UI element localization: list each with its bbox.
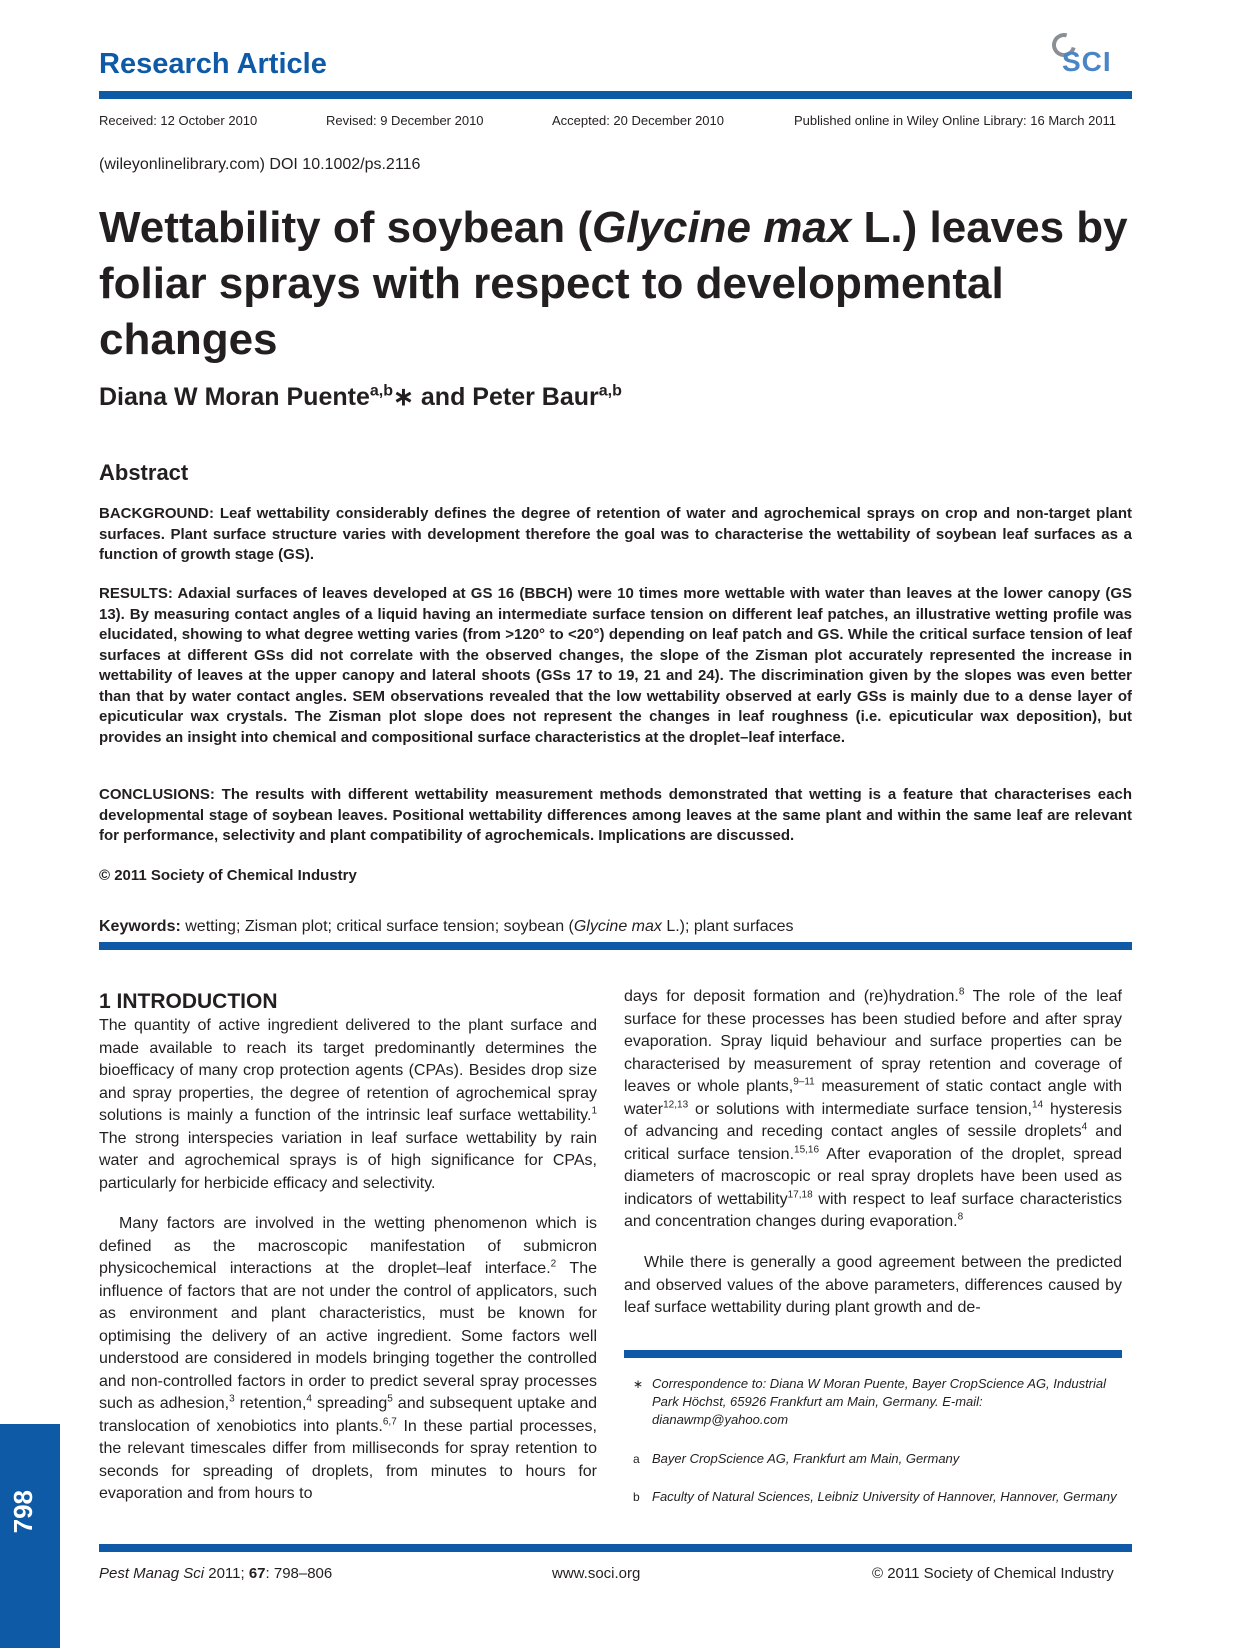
section-heading-introduction: 1 INTRODUCTION (99, 990, 278, 1013)
sci-logo (1052, 30, 1122, 80)
footnote-b-mark: b (633, 1490, 640, 1504)
abstract-copyright: © 2011 Society of Chemical Industry (99, 867, 357, 884)
abstract-results: RESULTS: Adaxial surfaces of leaves developed at GS 16 (BBCH) were 10 times more wettable with water than leaves at the lower canopy (GS 13). By measuring contact angles of a liquid having an intermediate surface tension on different leaf patches, an illustrative wetting profile was elucidated, showing to what degree wetting varies (from >120° to <20°) depending on leaf patch and GS. While the critical surface tension of leaf surfaces at different GSs did not correlate with the observed changes, the slope of the Zisman plot accurately represented the increase in wettability of leaves at the upper canopy and lateral shoots (GSs 17 to 19, 21 and 24). The discrimination given by the slopes was even better than that by water contact angles. SEM observations revealed that the low wettability observed at early GSs is mainly due to a dense layer of epicuticular wax crystals. The Zisman plot slope does not represent the changes in leaf roughness (i.e. epicuticular wax deposition), but provides an insight into chemical and compositional surface characteristics at the droplet–leaf interface. (99, 585, 1132, 746)
authors: Diana W Moran Puente$^{a,b}$∗ and Peter Baur$^{a,b}$ (99, 382, 622, 411)
intro-paragraph-3: While there is generally a good agreement between the predicted and observed values of the above parameters, differences caused by leaf surface wettability during plant growth and de- (624, 1254, 1122, 1316)
footnote-affiliation-b: Faculty of Natural Sciences, Leibniz University of Hannover, Hannover, Germany (652, 1489, 1117, 1504)
abstract-rule (99, 942, 1132, 950)
footer-copyright: © 2011 Society of Chemical Industry (872, 1565, 1114, 1582)
abstract-conclusions: CONCLUSIONS: The results with different wettability measurement methods demonstrated that wetting is a feature that characterises each developmental stage of soybean leaves. Positional wettability differences among leaves at the same plant and within the same leaf are relevant for performance, selectivity and plant compatibility of agrochemicals. Implications are discussed. (99, 786, 1132, 844)
logo-text: SCI (1062, 46, 1112, 77)
footnote-star-mark: ∗ (633, 1377, 644, 1391)
header-rule (99, 91, 1132, 99)
intro-paragraph-2-cont: days for deposit formation and (re)hydration.$^8$ The role of the leaf surface for these processes has been studied before and after spray evaporation. Spray liquid behaviour and surface properties can be characterised by measurement of spray retention and coverage of leaves or whole plants,$^{9-11}$ measurement of static contact angle with water$^{12,13}$ or solutions with intermediate surface tension,$^{14}$ hysteresis of advancing and receding contact angles of sessile droplets$^4$ and critical surface tension.$^{15,16}$ After evaporation of the droplet, spread diameters of macroscopic or real spray droplets have been used as indicators of wettability$^{17,18}$ with respect to leaf surface characteristics and concentration changes during evaporation.$^8$ (624, 986, 1123, 1230)
page-number-tab (0, 1424, 60, 1648)
footnote-rule (624, 1350, 1122, 1358)
received-date: Received: 12 October 2010 (99, 113, 258, 128)
footer-citation: Pest Manag Sci 2011; 67: 798–806 (99, 1565, 333, 1582)
footnote-correspondence: Correspondence to: Diana W Moran Puente, Bayer CropScience AG, Industrial Park Höchst, 65926 Frankfurt am Main, Germany. E-mail: dianawmp@yahoo.com (652, 1376, 1107, 1427)
footnote-a-mark: a (633, 1452, 640, 1466)
revised-date: Revised: 9 December 2010 (326, 113, 484, 128)
published-date: Published online in Wiley Online Library: 16 March 2011 (794, 113, 1117, 128)
keywords: Keywords: wetting; Zisman plot; critical surface tension; soybean (Glycine max L.); plant surfaces (99, 918, 794, 935)
footer-website: www.soci.org (552, 1565, 641, 1582)
page-number: 798 (8, 1490, 38, 1534)
article-title: Wettability of soybean (Glycine max L.) leaves by foliar sprays with respect to developmental changes (99, 203, 1128, 364)
abstract-heading: Abstract (99, 460, 189, 485)
intro-paragraph-1: The quantity of active ingredient delivered to the plant surface and made available to reach its target predominantly determines the bioefficacy of many crop protection agents (CPAs). Besides drop size and spray properties, the degree of retention of agrochemical spray solutions is mainly a function of the intrinsic leaf surface wettability.$^1$ The strong interspecies variation in leaf surface wettability by rain water and agrochemical sprays is of high significance for CPAs, particularly for herbicide efficacy and selectivity. (99, 1017, 597, 1192)
journal-section-label: Research Article (99, 48, 327, 80)
doi: (wileyonlinelibrary.com) DOI 10.1002/ps.2116 (99, 156, 421, 173)
footer-rule (99, 1544, 1132, 1552)
abstract-background: BACKGROUND: Leaf wettability considerably defines the degree of retention of water and agrochemical sprays on crop and non-target plant surfaces. Plant surface structure varies with development therefore the goal was to characterise the wettability of soybean leaf surfaces as a function of growth stage (GS). (99, 505, 1132, 563)
accepted-date: Accepted: 20 December 2010 (552, 113, 724, 128)
footnote-affiliation-a: Bayer CropScience AG, Frankfurt am Main, Germany (652, 1451, 960, 1466)
intro-paragraph-2: Many factors are involved in the wetting phenomenon which is defined as the macroscopic manifestation of submicron physicochemical interactions at the droplet–leaf interface.$^2$ The influence of factors that are not under the control of applicators, such as environment and plant characteristics, must be known for optimising the delivery of an active ingredient. Some factors well understood are considered in models bringing together the controlled and non-controlled factors in order to predict several spray processes such as adhesion,$^3$ retention,$^4$ spreading$^5$ and subsequent uptake and translocation of xenobiotics into plants.$^{6,7}$ In these partial processes, the relevant timescales differ from milliseconds for spray retention to seconds for spreading of droplets, from minutes to hours for evaporation and from hours to (99, 1215, 597, 1502)
